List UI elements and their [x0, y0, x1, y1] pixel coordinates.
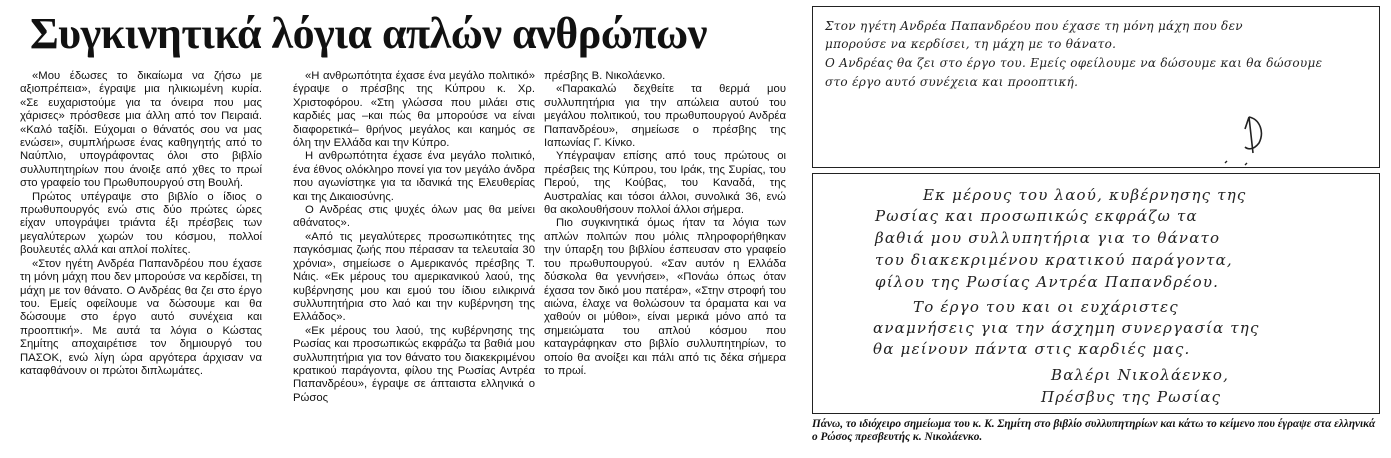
handwritten-line: Εκ μέρους του λαού, κυβέρνησης της — [923, 186, 1247, 204]
handwritten-line: Ρωσίας και προσωπικώς εκφράζω τα — [875, 207, 1198, 225]
paragraph: Η ανθρωπότητα έχασε ένα μεγάλο πολιτικό, ένα έθνος ολόκληρο πονεί για τον μεγάλο άνδρα που αγωνίστηκε για τα ιδανικά της Ελευθερίας και της Δικαιοσύνης. — [293, 150, 535, 203]
paragraph: Πρώτος υπέγραψε στο βιβλίο ο ίδιος ο πρωθυπουργός ενώ στις δύο πρώτες ώρες είχαν υπογράψει τριάντα έξι πρέσβεις των μεγαλύτερων χωρών του κόσμου, πολλοί βουλευτές αλλά και απλοί πολίτες. — [20, 190, 262, 257]
russian-ambassador-note — [812, 173, 1380, 414]
photo-caption: Πάνω, το ιδιόχειρο σημείωμα του κ. Κ. Σημίτη στο βιβλίο συλλυπητηρίων και κάτω το κείμενο που έγραψε στα ελληνικά ο Ρώσος πρεσβευτής κ. Νικολάενκο. — [812, 418, 1376, 443]
handwritten-line: θα μείνουν πάντα στις καρδιές μας. — [873, 340, 1191, 358]
handwritten-line: αναμνήσεις για την άσχημη συνεργασία της — [873, 319, 1260, 337]
handwritten-line: Το έργο του και οι ευχάριστες — [913, 298, 1179, 316]
paragraph: Ο Ανδρέας στις ψυχές όλων μας θα μείνει αθάνατος». — [293, 204, 535, 230]
paragraph: πρέσβης Β. Νικολάενκο. — [544, 70, 666, 82]
signature-icon — [813, 7, 1381, 169]
paragraph: Πιο συγκινητικά όμως ήταν τα λόγια των απλών πολιτών που μόλις πληροφορήθηκαν την ύπαρξη του βιβλίου έσπευσαν στο γραφείο του πρωθυπουργού. «Σαν αυτόν η Ελλάδα δύσκολα θα γεννήσει», «Πονάω όπως όταν έχασα τον δικό μου πατέρα», «Στην στροφή του αιώνα, έλαχε να θολώσουν τα όραματα και να χαθούν οι μύθοι», είναι μερικά μόνο από τα σημειώματα του απλού κόσμου που καταγράφηκαν στο βιβλίο συλλυπητηρίων, το οποίο θα ανοίξει και πάλι από τις δέκα σήμερα το πρωί. — [544, 217, 786, 377]
simitis-handwritten-note — [812, 6, 1380, 168]
paragraph: «Παρακαλώ δεχθείτε τα θερμά μου συλλυπητήρια για την απώλεια αυτού του μεγάλου πολιτικού, του πρωθυπουργού Ανδρέα Παπανδρέου», σημείωσε ο πρέσβης της Ιαπωνίας Γ. Κίνκο. — [544, 83, 786, 150]
handwritten-line: Βαλέρι Νικολάενκο, — [1051, 366, 1230, 384]
paragraph: «Μου έδωσες το δικαίωμα να ζήσω με αξιοπρέπεια», έγραψε μια ηλικιωμένη κυρία. «Σε ευχαριστούμε για τα όνειρα που μας χάρισες» πρόσθεσε μια άλλη από τον Πειραιά. «Καλό ταξίδι. Εύχομαι ο θάνατός σου να μας ενώσει», συμπλήρωσε ένας καθηγητής από το Ναύπλιο, υπογράφοντας όλοι στο βιβλίο συλλυπητηρίων που άνοιξε από χθες το πρωί στο γραφείο του Πρωθυπουργού στη Βουλή. — [20, 70, 262, 190]
paragraph: «Στον ηγέτη Ανδρέα Παπανδρέου που έχασε τη μόνη μάχη που δεν μπορούσε να κερδίσει, τη μάχη με τον θάνατο. Ο Ανδρέας θα ζει στο έργο του. Εμείς οφείλουμε να δώσουμε και θα δώσουμε στο έργο αυτό συνέχεια και προοπτική». Με αυτά τα λόγια ο Κώστας Σημίτης αποχαιρέτισε τον δημιουργό του ΠΑΣΟΚ, ενώ λίγη ώρα αργότερα άρχισαν να καταφθάνουν οι πρώτοι διπλωμάτες. — [20, 257, 262, 377]
handwritten-line: Πρέσβυς της Ρωσίας — [1041, 388, 1222, 406]
headline: Συγκινητικά λόγια απλών ανθρώπων — [30, 9, 707, 58]
handwritten-line: μπορούσε να κερδίσει, τη μάχη με το θάνατο. — [825, 37, 1117, 51]
handwritten-line: φίλου της Ρωσίας Αντρέα Παπανδρέου. — [875, 273, 1220, 291]
handwritten-line: Ο Ανδρέας θα ζει στο έργο του. Εμείς οφείλουμε να δώσουμε και θα δώσουμε — [825, 56, 1323, 70]
article-column-3 — [544, 70, 786, 378]
handwritten-line: στο έργο αυτό συνέχεια και προοπτική. — [825, 75, 1079, 89]
article-column-1 — [20, 70, 262, 378]
paragraph: «Εκ μέρους του λαού, της κυβέρνησης της Ρωσίας και προσωπικώς εκφράζω τα βαθιά μου συλλυπητήρια για τον θάνατο του διακεκριμένου κρατικού παράγοντα, φίλου της Ρωσίας Αντρέα Παπανδρέου», έγραψε σε άπταιστα ελληνικά ο Ρώσος — [293, 324, 535, 404]
paragraph: Υπέγραψαν επίσης από τους πρώτους οι πρέσβεις της Κύπρου, του Ιράκ, της Συρίας, του Περού, της Κούβας, του Καναδά, της Αυστραλίας και τόσοι άλλοι, συνολικά 36, ενώ θα ακολουθήσουν πολλοί άλλοι σήμερα. — [544, 150, 786, 217]
article-column-2 — [293, 70, 535, 405]
handwritten-line: του διακεκριμένου κρατικού παράγοντα, — [875, 251, 1233, 269]
paragraph: «Η ανθρωπότητα έχασε ένα μεγάλο πολιτικό» έγραψε ο πρέσβης της Κύπρου κ. Χρ. Χριστοφόρου. «Στη γλώσσα που μιλάει στις καρδιές μας –και πώς θα μπορούσε να είναι διαφορετικά– θρήνος μεγάλος και καημός σε όλη την Ελλάδα και την Κύπρο. — [293, 70, 535, 150]
paragraph: «Από τις μεγαλύτερες προσωπικότητες της παγκόσμιας ζωής που πέρασαν τα τελευταία 30 χρόνια», σημείωσε ο Αμερικανός πρέσβης Τ. Νάις. «Εκ μέρους του αμερικανικού λαού, της κυβέρνησης μου και εμού του ίδιου ειλικρινά συλλυπητήρια στο λαό και την κυβέρνηση της Ελλάδος». — [293, 230, 535, 324]
handwritten-line: βαθιά μου συλλυπητήρια για το θάνατο — [875, 229, 1221, 247]
handwritten-line: Στον ηγέτη Ανδρέα Παπανδρέου που έχασε τη μόνη μάχη που δεν — [825, 19, 1243, 33]
